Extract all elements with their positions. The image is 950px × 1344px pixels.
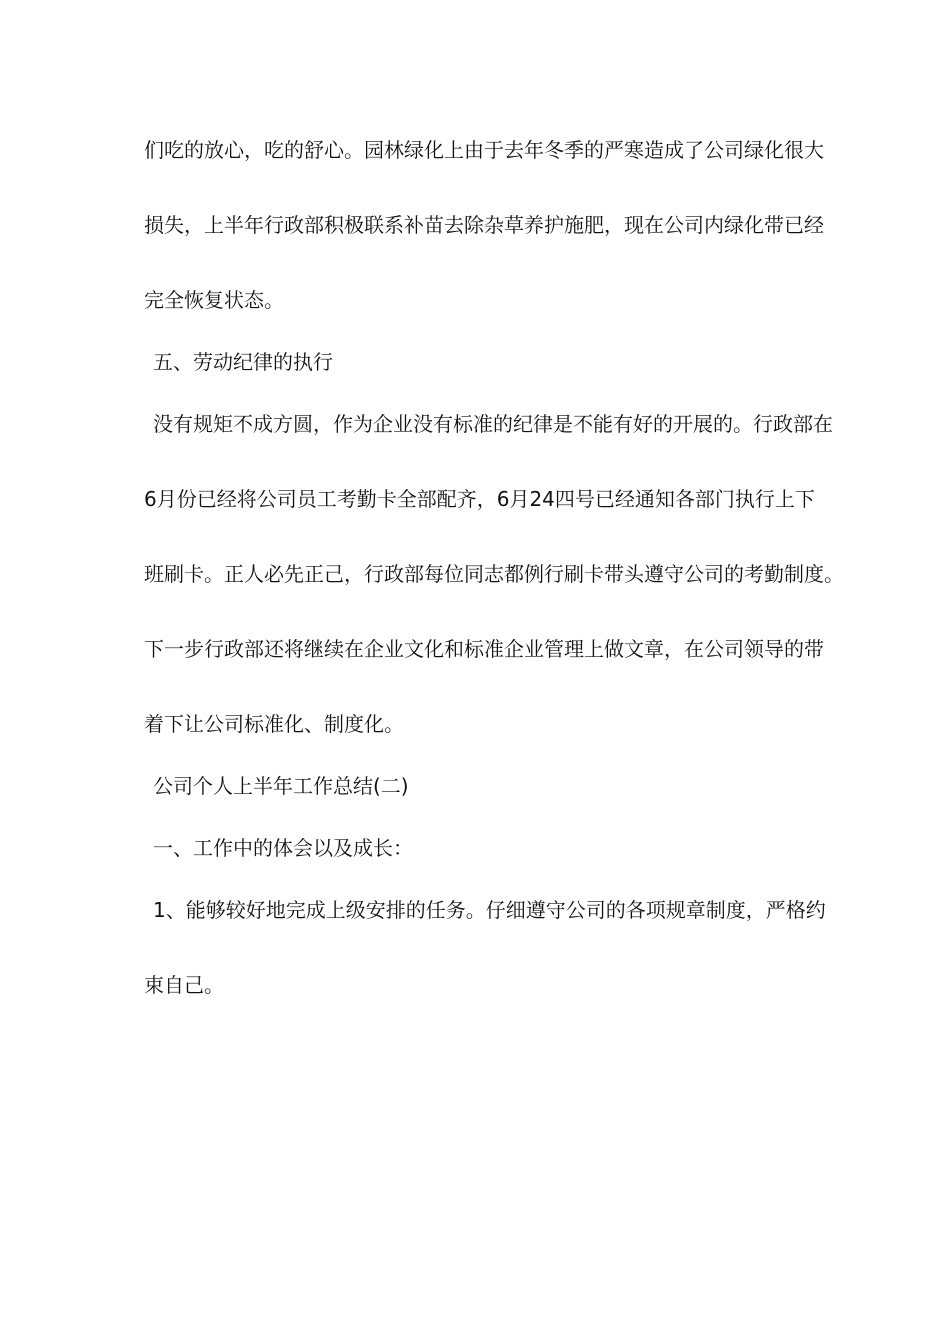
paragraph-line: 损失，上半年行政部积极联系补苗去除杂草养护施肥，现在公司内绿化带已经 bbox=[144, 213, 824, 237]
section-heading: 五、劳动纪律的执行 bbox=[153, 350, 333, 374]
paragraph-line: 没有规矩不成方圆，作为企业没有标准的纪律是不能有好的开展的。行政部在 bbox=[153, 412, 833, 436]
list-item: 1、能够较好地完成上级安排的任务。仔细遵守公司的各项规章制度，严格约 bbox=[153, 898, 826, 922]
paragraph-line: 们吃的放心，吃的舒心。园林绿化上由于去年冬季的严寒造成了公司绿化很大 bbox=[144, 138, 824, 162]
paragraph-line: 班刷卡。正人必先正己，行政部每位同志都例行刷卡带头遵守公司的考勤制度。 bbox=[144, 562, 844, 586]
paragraph-line: 下一步行政部还将继续在企业文化和标准企业管理上做文章，在公司领导的带 bbox=[144, 637, 824, 661]
document-subtitle: 公司个人上半年工作总结(二) bbox=[153, 774, 409, 798]
section-heading: 一、工作中的体会以及成长： bbox=[153, 836, 413, 860]
paragraph-line: 着下让公司标准化、制度化。 bbox=[144, 712, 404, 736]
paragraph-line: 束自己。 bbox=[144, 973, 224, 997]
paragraph-line: 完全恢复状态。 bbox=[144, 288, 284, 312]
paragraph-line: 6月份已经将公司员工考勤卡全部配齐，6月24四号已经通知各部门执行上下 bbox=[144, 487, 815, 511]
